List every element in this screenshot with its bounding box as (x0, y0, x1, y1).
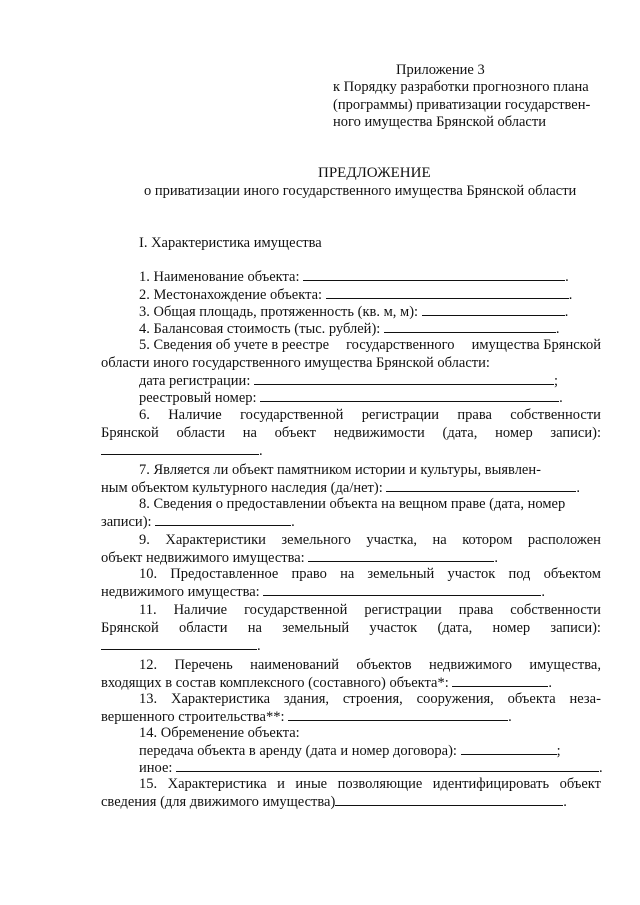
item-6-word: недвижимости (333, 425, 425, 441)
item-11-word: Наличие (173, 602, 228, 618)
item-6-line-3 (101, 442, 263, 460)
item-11-word: записи): (550, 620, 601, 636)
item-7-label: ным объектом культурного наследия (да/нет): (101, 480, 383, 496)
item-11-word: участок (369, 620, 418, 636)
item-14-other (139, 759, 603, 777)
item-13-word: неза- (569, 691, 601, 707)
item-15-end: . (563, 794, 567, 810)
item-6-word: объект (274, 425, 316, 441)
item-7-line-1: 7. Является ли объект памятником истории и культуры, выявлен- (139, 462, 541, 478)
item-12-end: . (548, 675, 553, 691)
item-9-word: участка, (366, 532, 418, 548)
item-5-line-1 (139, 337, 601, 354)
item-11-line-1 (139, 602, 601, 619)
item-15-word: Характеристика (167, 776, 267, 792)
item-6-word: регистрации (361, 407, 440, 423)
item-5-word: имущества Брянской (471, 337, 601, 353)
item-9-word: земельного (281, 532, 351, 548)
item-9-blank[interactable] (308, 549, 494, 562)
appendix-line-1: к Порядку разработки прогнозного плана (333, 79, 589, 95)
item-9-end: . (494, 550, 498, 566)
item-8-blank[interactable] (155, 513, 291, 526)
item-10-word: земельный (367, 566, 435, 582)
item-5-reg-num (139, 389, 563, 407)
item-10-line-1 (139, 566, 601, 583)
item-3-blank[interactable] (422, 303, 565, 316)
other-label: иное: (139, 760, 173, 776)
item-9-word: Характеристики (165, 532, 266, 548)
item-13-word: 13. (139, 691, 158, 707)
item-5-reg-date (139, 372, 558, 390)
item-12-blank[interactable] (452, 674, 548, 687)
item-6-word: Наличие (168, 407, 222, 423)
item-15-word: позволяющие (337, 776, 423, 792)
item-11-word: собственности (510, 602, 601, 618)
item-6-word: государственной (240, 407, 344, 423)
item-11-word: права (458, 602, 494, 618)
item-11-word: (дата, (437, 620, 473, 636)
item-3-label: 3. Общая площадь, протяженность (кв. м, м): (139, 304, 419, 320)
reg-date-end: ; (553, 373, 559, 389)
item-9-word: на (432, 532, 447, 548)
item-13-label: вершенного строительства**: (101, 709, 285, 725)
item-4-blank[interactable] (384, 320, 556, 333)
item-11-line-2 (101, 620, 601, 637)
item-10-word: объектом (543, 566, 601, 582)
item-8-line-2 (101, 513, 295, 531)
item-2-label: 2. Местонахождение объекта: (139, 287, 323, 303)
item-15-word: и (277, 776, 285, 792)
item-4 (139, 320, 560, 338)
item-13-word: Характеристика (171, 691, 271, 707)
item-6-word: области (176, 425, 225, 441)
item-5-line-2: области иного государственного имущества Брянской области: (101, 355, 490, 371)
item-12-word: наименований (250, 657, 340, 673)
item-6-end: . (259, 443, 263, 459)
appendix-title: Приложение 3 (396, 62, 485, 78)
item-1-blank[interactable] (303, 268, 565, 281)
item-5-word: государственного (346, 337, 455, 353)
item-11-blank[interactable] (101, 637, 257, 650)
rent-blank[interactable] (461, 742, 557, 755)
item-6-blank[interactable] (101, 442, 259, 455)
other-blank[interactable] (176, 759, 599, 772)
item-1-label: 1. Наименование объекта: (139, 269, 300, 285)
item-10-word: 10. (139, 566, 158, 582)
item-12-word: 12. (139, 657, 158, 673)
item-10-word: под (508, 566, 531, 582)
item-9-word: 9. (139, 532, 150, 548)
item-5-word: 5. Сведения об учете в реестре (139, 337, 330, 353)
item-6-word: (дата, (442, 425, 478, 441)
item-11-word: 11. (139, 602, 157, 618)
item-15-word: идентифицировать (432, 776, 550, 792)
item-11-line-3 (101, 637, 261, 655)
item-10-blank[interactable] (263, 583, 541, 596)
item-8-end: . (291, 514, 295, 530)
item-15-word: объект (559, 776, 601, 792)
item-15-line-1 (139, 776, 601, 793)
item-14-rent (139, 742, 561, 760)
item-10-end: . (541, 584, 545, 600)
item-13-word: объекта (507, 691, 556, 707)
reg-num-end: . (559, 390, 563, 406)
item-2-blank[interactable] (326, 286, 569, 299)
item-15-line-2 (101, 793, 567, 811)
item-12-line-1 (139, 657, 601, 674)
item-6-line-1 (139, 407, 601, 424)
appendix-line-3: ного имущества Брянской области (333, 114, 546, 130)
item-15-word: иные (295, 776, 328, 792)
item-6-word: Брянской (101, 425, 159, 441)
item-13-blank[interactable] (288, 708, 508, 721)
item-6-word: права (457, 407, 492, 423)
item-6-word: 6. (139, 407, 150, 423)
item-9-label: объект недвижимого имущества: (101, 550, 305, 566)
item-10-word: на (340, 566, 355, 582)
item-12-word: Перечень (174, 657, 233, 673)
item-13-word: здания, (283, 691, 329, 707)
item-11-word: регистрации (364, 602, 442, 618)
item-6-word: собственности (510, 407, 601, 423)
item-10-line-2 (101, 583, 545, 601)
item-3 (139, 303, 568, 321)
item-15-label: сведения (для движимого имущества) (101, 794, 336, 810)
item-8-line-1: 8. Сведения о предоставлении объекта на вещном праве (дата, номер (139, 496, 566, 512)
item-12-label: входящих в состав комплексного (составного) объекта*: (101, 675, 449, 691)
item-13-end: . (508, 709, 512, 725)
section-title: I. Характеристика имущества (139, 235, 322, 251)
item-7-blank[interactable] (386, 479, 576, 492)
item-10-word: Предоставленное (170, 566, 279, 582)
item-6-word: записи): (550, 425, 601, 441)
document-subtitle: о приватизации иного государственного имущества Брянской области (144, 183, 577, 199)
item-1-end: . (565, 269, 569, 285)
item-9-line-2 (101, 549, 498, 567)
item-11-word: на (247, 620, 262, 636)
item-4-end: . (555, 321, 560, 337)
item-12-word: недвижимого (428, 657, 512, 673)
item-14-label: 14. Обременение объекта: (139, 725, 300, 741)
other-end: . (599, 760, 603, 776)
item-7-line-2 (101, 479, 580, 497)
item-13-word: сооружения, (416, 691, 494, 707)
reg-num-blank[interactable] (260, 389, 559, 402)
item-11-word: земельный (282, 620, 350, 636)
item-11-end: . (257, 638, 261, 654)
item-6-word: номер (495, 425, 533, 441)
item-6-word: на (242, 425, 257, 441)
item-13-line-1 (139, 691, 601, 708)
item-11-word: номер (492, 620, 531, 636)
item-11-word: области (179, 620, 228, 636)
item-4-label: 4. Балансовая стоимость (тыс. рублей): (139, 321, 381, 337)
item-12-line-2 (101, 674, 552, 692)
item-8-label: записи): (101, 514, 152, 530)
rent-end: ; (556, 743, 561, 759)
reg-date-blank[interactable] (254, 372, 554, 385)
item-2 (139, 286, 572, 304)
appendix-line-2: (программы) приватизации государствен- (333, 97, 591, 113)
reg-num-label: реестровый номер: (139, 390, 257, 406)
item-1 (139, 268, 569, 286)
item-15-word: 15. (139, 776, 158, 792)
item-13-word: строения, (342, 691, 403, 707)
reg-date-label: дата регистрации: (139, 373, 251, 389)
item-11-word: Брянской (101, 620, 159, 636)
item-7-end: . (576, 480, 580, 496)
item-6-line-2 (101, 425, 601, 442)
item-10-word: участок (447, 566, 496, 582)
item-11-word: государственной (244, 602, 348, 618)
item-13-line-2 (101, 708, 512, 726)
item-2-end: . (568, 287, 573, 303)
item-9-word: расположен (527, 532, 601, 548)
item-9-word: котором (462, 532, 513, 548)
document-title: ПРЕДЛОЖЕНИЕ (318, 165, 431, 181)
item-10-word: право (291, 566, 327, 582)
item-12-word: объектов (356, 657, 412, 673)
item-12-word: имущества, (529, 657, 601, 673)
item-9-line-1 (139, 532, 601, 549)
item-10-label: недвижимого имущества: (101, 584, 260, 600)
item-15-blank[interactable] (335, 793, 563, 806)
item-3-end: . (564, 304, 569, 320)
rent-label: передача объекта в аренду (дата и номер договора): (139, 743, 457, 759)
